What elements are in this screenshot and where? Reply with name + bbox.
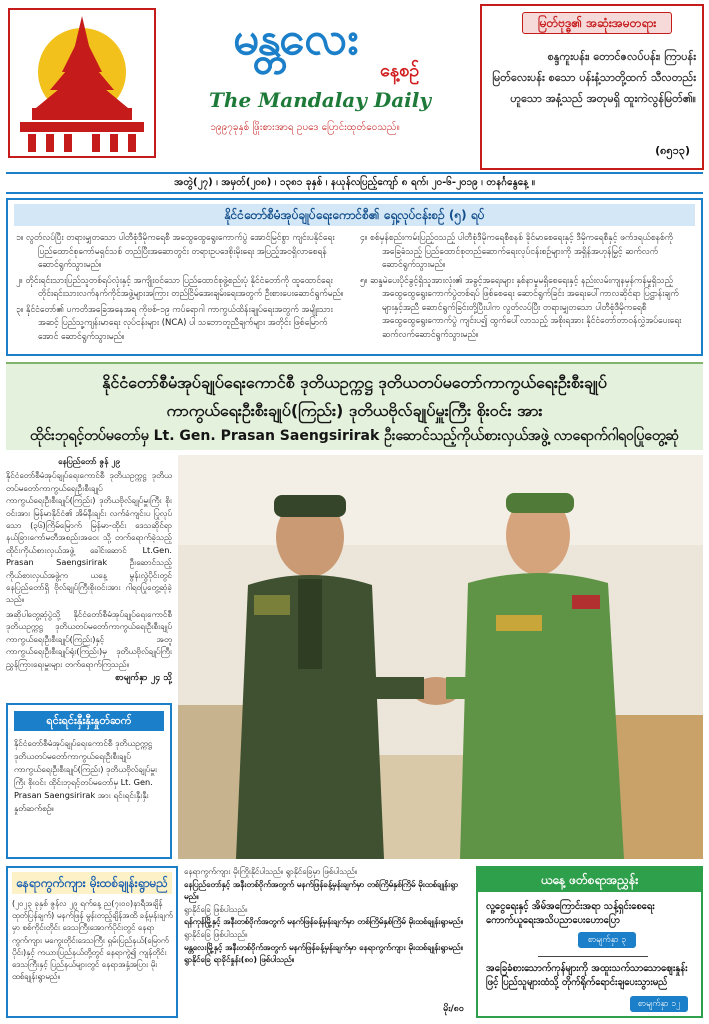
headline-band — [6, 362, 703, 450]
weather-paragraph: နေပြည်တော်နှင့် အနီးတစ်ဝိုက်အတွက် မနက်ဖြန်ခန့်မှန်းချက်မှာ တစ်ကြိမ်နှစ်ကြိမ် မိုးထစ်ချုန်းရွာမည်။ — [184, 879, 458, 902]
masthead — [0, 0, 709, 178]
index-divider — [538, 956, 648, 957]
masthead-tagline: ၁၉၉၇ခုနှစ် ဖြိုးစားအာရ ဥပဒေ ပြောင်းထုတ်ဝေသည်။ — [210, 122, 400, 133]
newspaper-logo — [8, 8, 156, 158]
weather-paragraph: ရန်ကုန်မြို့နှင့် အနီးတစ်ဝိုက်အတွက် မနက်ဖြန်ခန့်မှန်းချက်မှာ တစ်ကြိမ်နှစ်ကြိမ် မိုးထစ်ချုန်းရွာမည်။ — [184, 917, 464, 927]
weather-number: မိုး/၈၀ — [443, 1004, 464, 1015]
policy-item: ၂။ တိုင်းရင်းသားပြည်သူတစ်ရပ်လုံးနှင့် အကျိုးဝင်သော ပြည်ထောင်စုဖွဲ့စည်းပုံ နိုင်ငံတော်ကို ထူထောင်ရေး တိုင်းရင်းသားလက်နက်ကိုင်အဖွဲ့များအကြား တည်ငြိမ်အေးချမ်းရေးအတွက် ဦးစားပေးဆောင်ရွက်မည်။ — [16, 275, 344, 299]
index-item-1[interactable]: လူ့ငွေရေးနှင့် အိမ်အကြောင်းအရာ သန့်ရှင်းစေရေး ကောက်ယူရေးအသိပညာပေးဟောပြော — [486, 901, 655, 926]
article-paragraph: နိုင်ငံတော်စီမံအုပ်ချုပ်ရေးကောင်စီ ဒုတိယဥက္ကဋ္ဌ ဒုတိယတပ်မတော်ကာကွယ်ရေးဦးစီးချုပ် ကာကွယ်ရေးဦးစီးချုပ်(ကြည်း) ဒုတိယဗိုလ်ချုပ်မှူးကြီး စိုးဝင်းအား မြန်မာနိုင်ငံ၏ အိမ်နီးချင်း လက်ခံကျင်းပ ပြုလုပ်သော (၃၆)ကြိမ်မြောက် မြန်မာ-ထိုင်း ဒေသဆိုင်ရာ နယ်ခြားကော်မတီအစည်းအဝေး သို့ တက်ရောက်ခဲ့သည့် ထိုင်းကိုယ်စားလှယ်အဖွဲ့ ခေါင်းဆောင် Lt.Gen. Prasan Saengsirirak ဦးဆောင်သည့် ကိုယ်စားလှယ်အဖွဲ့က ယနေ့ မွန်းလွဲပိုင်းတွင် နေပြည်တော်ရှိ ဗိုလ်ချုပ်ကြီးစိုးဝင်းအား ဂါရဝပြုတွေ့ဆုံခဲ့သည်။ — [6, 470, 172, 605]
index-page-button-1[interactable]: စာမျက်နှာ ၃ — [578, 932, 636, 948]
policy-item: ၅။ ဆန္ဒမဲပေးပိုင်ခွင့်ရှိသူအားလုံး၏ အခွင့်အရေးများ နှစ်နာမှုမရှိစေရေးနှင့် နည်းလမ်းကျနမှန်ကန်မှုရှိသည့် အထွေထွေရွေးကောက်ပွဲတစ်ရပ် ဖြစ်စေရေး ဆောင်ရွက်ခြင်း အရေးပေါ်ကာလဆိုင်ရာ ပြဋ္ဌာန်းချက်များနှင့်အညီ ဆောင်ရွက်ခြင်းတို့ပြီးပါက လွတ်လပ်ပြီး တရားမျှတသော ပါတီစုံဒီမိုကရေစီ အထွေထွေရွေးကောက်ပွဲ ကျင်းပ၍ ထွက်ပေါ်လာသည့် အစိုးရအား နိုင်ငံတော်တာဝန်လွှဲအပ်ပေးရေး ဆက်လက်ဆောင်ရွက်သွားမည်။ — [360, 275, 682, 340]
policy-right-column — [360, 232, 690, 344]
headline-line-2: ကာကွယ်ရေးဦးစီးချုပ်(ကြည်း) ဒုတိယဗိုလ်ချုပ်မှူးကြီး စိုးဝင်း အား — [166, 401, 543, 420]
weather-box — [6, 866, 178, 1018]
article-continued-link[interactable]: စာမျက်နှာ ၂၄ သို့ — [115, 672, 172, 683]
article-dateline: နေပြည်တော် ဇွန် ၂၉ — [58, 456, 120, 466]
issue-dateline: အတွဲ(၂၇) ၊ အမှတ်(၂၀၈) ၊ ၁၃၈၁ ခုနှစ် ၊ နယုန်လပြည့်ကျော် ၈ ရက်၊ ၂၀-၆-၂၀၁၉ ၊ တနင်္ဂနွေနေ့ ။ — [6, 172, 703, 194]
teaching-body: စန္ဒကူးပန်း၊ တောင်ဇလပ်ပန်း၊ ကြာပန်း မြတ်လေးပန်း စသော ပန်းနံ့သာတို့ထက် သီလတည်းဟူသော အနံ့သည် အတုမရှိ ထူးကဲလွန်မြတ်၏။ — [492, 50, 696, 105]
english-title: The Mandalay Daily — [209, 88, 431, 112]
greeting-body: နိုင်ငံတော်စီမံအုပ်ချုပ်ရေးကောင်စီ ဒုတိယဥက္ကဋ္ဌ ဒုတိယတပ်မတော်ကာကွယ်ရေးဦးစီးချုပ် ကာကွယ်ရေးဦးစီးချုပ်(ကြည်း) ဒုတိယဗိုလ်ချုပ်မှူးကြီး စိုးဝင်း ထိုင်းဘုရင့်တပ်မတော်မှ Lt. Gen. Prasan Saengsirirak အား ရင်းရင်းနှီးနှီးနှုတ်ဆက်စဉ်။ — [14, 738, 158, 813]
index-item-2[interactable]: အခြေခံစားသောက်ကုန်များကို အထူးသက်သာသောဈေးနှုန်းဖြင့် ပြည်သူများထံသို့ တိုက်ရိုက်ရောင်းချပေးသွားမည် — [486, 963, 688, 988]
pagoda-logo-icon — [10, 10, 154, 156]
headline-line-3: ထိုင်းဘုရင့်တပ်မတော်မှ Lt. Gen. Prasan Saengsirirak ဦးဆောင်သည့်ကိုယ်စားလှယ်အဖွဲ့ လာရောက်ဂါရဝပြုတွေ့ဆုံ — [30, 428, 679, 444]
weather-body: (၂၀၂၃ ခုနှစ် ဇွန်လ ၂၉ ရက်နေ့ ည(၇း၀၀)နာရီအချိန် ထုတ်ပြန်ချက်) မနက်ဖြန် မွန်းတည့်ချိန်အထိ ခန့်မှန်းချက်မှာ စစ်ကိုင်းတိုင်း ဒေသကြီးအောက်ပိုင်းတွင် နေရာကွက်ကျား မကွေးတိုင်းဒေသကြီး ရှမ်းပြည်နယ်(မြောက်ပိုင်း)နှင့် ကယားပြည်နယ်တို့တွင် နေရာကွဲ၍ ကျန်တိုင်းဒေသကြီးနှင့် ပြည်နယ်များတွင် နေရာအနှံ့အပြား မိုးထစ်ချုန်းရွာမည်။ — [12, 899, 173, 982]
weather-heading: နေရာကွက်ကျား မိုးထစ်ချုန်းရွာမည် — [12, 872, 172, 894]
policy-item: ၁။ လွတ်လပ်ပြီး တရားမျှတသော ပါတီစုံဒီမိုကရေစီ အထွေထွေရွေးကောက်ပွဲ အောင်မြင်စွာ ကျင်းပနိုင်ရေး ပြည်ထောင်စုကော်မရှင်သစ် တည်ပြီးအဆောတွင်း တရားဥပဒေစိုးမိုးရေး အပြည့်အဝရှိလာစေရန် ဆောင်ရွက်သွားမည်။ — [16, 233, 335, 270]
newspaper-title-daily: နေ့စဉ် — [380, 60, 420, 81]
weather-paragraph: ရွာနိုင်ခြေ ဖြစ်ပါသည်။ — [184, 904, 248, 914]
newspaper-title: မန္တလေး — [233, 11, 357, 65]
policy-item: ၄။ စစ်မှန်စည်းကမ်းပြည့်ဝသည့် ပါတီစုံဒီမိုကရေစီစနစ် ခိုင်မာစေရေးနှင့် ဒီမိုကရေစီနှင့် ဖက်ဒရယ်စနစ်ကို အခြေခံသည့် ပြည်ထောင်စုတည်ဆောက်ရေးလုပ်ငန်းစဉ်များကို အရှိန်အဟုန်မြှင့် ဆက်လက်ဆောင်ရွက်သွားမည်။ — [360, 233, 674, 270]
article-paragraph: အဆိုပါတွေ့ဆုံပွဲသို့ နိုင်ငံတော်စီမံအုပ်ချုပ်ရေးကောင်စီ ဒုတိယဥက္ကဋ္ဌ ဒုတိယတပ်မတော်ကာကွယ်ရေးဦးစီးချုပ် ကာကွယ်ရေးဦးစီးချုပ်(ကြည်း)နှင့် အတူ ကာကွယ်ရေးဦးစီးချုပ်ရုံး(ကြည်း)မှ ဒုတိယဗိုလ်ချုပ်ကြီး ညွှန်ကြားရေးမှူးများ တက်ရောက်ကြသည်။ — [6, 608, 172, 669]
teaching-title: မြတ်ဗုဒ္ဓ၏ အဆုံးအမတရား — [522, 12, 672, 34]
policy-left-column — [16, 232, 346, 346]
weather-paragraph: မန္တလေးမြို့နှင့် အနီးတစ်ဝိုက်အတွက် မနက်ဖြန်ခန့်မှန်းချက်မှာ နေရာကွက်ကျား မိုးထစ်ချုန်းရွာမည်။ ရွာနိုင်ခြေ ရာခိုင်နှုန်း(၈၀) ဖြစ်ပါသည်။ — [184, 942, 463, 965]
policy-heading: နိုင်ငံတော်စီမံအုပ်ချုပ်ရေးကောင်စီ၏ ရှေ့လုပ်ငန်းစဉ် (၅) ရပ် — [14, 204, 695, 226]
weather-paragraph: နေရာကွက်ကျား မိုးကြိုးနိုင်ပါသည်။ ရွာနိုင်ခြေမှာ ဖြစ်ပါသည်။ — [184, 867, 358, 876]
index-page-button-2[interactable]: စာမျက်နှာ ၁၂ — [630, 996, 688, 1012]
buddha-teaching-box — [480, 4, 704, 170]
handshake-photo-icon — [178, 455, 703, 859]
main-article — [6, 455, 172, 695]
policy-item: ၃။ နိုင်ငံတော်၏ ပကတိအခြေအနေအရ ကိုဗစ်-၁၉ ကပ်ရောဂါ ကာကွယ်ထိန်းချုပ်ရေးအတွက် အမျိုးသားအဆင့် ပြည်သူ့ကျန်းမာရေး လုပ်ငန်းများ (NCA) ပါ သဘောတူညီချက်များ အတိုင်း ဖြစ်မြောက်အောင် ဆောင်ရွက်သွားမည်။ — [16, 304, 333, 342]
weather-paragraph: ရွာနိုင်ခြေ ဖြစ်ပါသည်။ — [184, 929, 248, 939]
teaching-number: (၈၅၁၃) — [655, 144, 690, 157]
index-heading: ယနေ့ ဖတ်စရာအညွှန်း — [478, 868, 701, 892]
greeting-caption-box — [6, 703, 172, 859]
weather-continued — [184, 866, 470, 1018]
todays-index-box — [476, 866, 703, 1018]
policy-box — [6, 198, 703, 356]
greeting-heading: ရင်းရင်းနှီးနှီးနှုတ်ဆက် — [14, 711, 164, 731]
meeting-photo — [178, 455, 703, 859]
headline-line-1: နိုင်ငံတော်စီမံအုပ်ချုပ်ရေးကောင်စီ ဒုတိယဥက္ကဋ္ဌ ဒုတိယတပ်မတော်ကာကွယ်ရေးဦးစီးချုပ် — [102, 373, 607, 392]
